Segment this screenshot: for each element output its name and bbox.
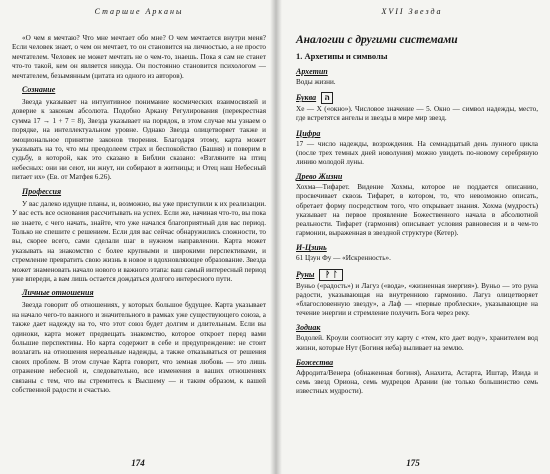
section-text-profession: У вас далеко идущие планы, и, возможно, вы уже приступили к их реализации. У вас есть все основания рассчитывать на успех. Если же, начиная что-то, вы пока не знаете, с чего начать, знайте, что уже начался благоприятный для вас период. Только не спешите с решением. Если для вас сейчас обнаружились сложности, то вы, скорее всего, сами сделали шаг в нужном направлении. Карта может указывать на знакомство с более крупными и широкими перспективами, и стремление превратить свою жизнь в новое и вдохновляющее образование. Звезда может знаменовать начало нового и важного этапа: ваш самый интересный период уже впереди, а вам лишь остается дождаться долгого интересного пути. <box>12 199 266 283</box>
section-heading-consciousness: Сознание <box>22 85 56 95</box>
entry-heading-deities <box>296 358 538 368</box>
section-text-consciousness: Звезда указывает на интуитивное понимание космических взаимосвязей и доверие к законам абсолюта. Подобно Аркану Регулирования (перекрестная сумма 17 → 1 + 7 = 8), Звезда указывает на порядок, в этом случае мы узнаем о порядке, на интеллектуальном уровне. Однако Звезда олицетворяет также и эмоциональное принятие законов творения. Благодаря этому, карта может указывать на то, что мы преодолеем страх и беспокойство (Башня) и поверим в судьбу, в которой, как это сказано в Библии сказано: «Взгляните на птиц небесных: они ни сеют, ни жнут, ни собирают в житницы; и Отец наш Небесный питает их» (Ев. от Матфея 6.26). <box>12 98 266 182</box>
running-head-right: XVII Звезда <box>381 7 443 16</box>
running-head-left: Старшие Арканы <box>94 7 184 16</box>
left-body <box>12 34 266 395</box>
hebrew-letter-he-icon: ה <box>321 92 333 104</box>
entry-heading-letter <box>296 92 538 104</box>
entry-label: И-Цзинь <box>296 243 327 253</box>
section-title: Аналогии с другими системами <box>296 34 458 46</box>
entry-label: Божества <box>296 357 334 367</box>
entry-text-number: 17 — число надежды, возрождения. На семнадцатый день лунного цикла (после трех темных дней новолуния) можно увидеть по-новому серебряную линию молодой луны. <box>296 139 538 167</box>
entry-heading-runes <box>296 269 538 281</box>
entry-text-letter: Хе — Х («окно»). Числовое значение — 5. Окно — символ надежды, место, где встретятся ангелы и звезды в мире мир звезд. <box>296 105 538 123</box>
entry-heading-number <box>296 129 538 139</box>
entry-text-i-ching: 61 Цзун Фу — «Искренность». <box>296 254 391 263</box>
sub-title: 1. Архетипы и символы <box>296 51 388 61</box>
entry-heading-archetype <box>296 67 538 77</box>
entry-heading-zodiac <box>296 323 538 333</box>
entry-label: Цифра <box>296 128 321 138</box>
entry-text-deities: Афродита/Венера (обнаженная богиня), Анахита, Астарта, Иштар, Изида и семь звезд Ориона, семь мудрецов Арании (не только большинство семь известных мудрости). <box>296 368 538 396</box>
entry-text-zodiac: Водолей. Кроули соотносит эту карту с «тем, кто дает воду», хранителем вод жизни, которые Нут (Богиня неба) выливает на землю. <box>296 334 538 352</box>
intro-paragraph: «О чем я мечтаю? Что мне мечтает обо мне? О чем мечтается внутри меня? Если человек знает, о чем он мечтает, то он становится на личностью, а не просто мечтателем. Человек не может мечтать не о чем-то, знаешь. Пока я сам не станет что-то такой, кем он является никуда. Он постоянно становится психологом — мечтателем, безымянным (цитата из одного из авторов). <box>12 34 266 80</box>
section-heading-profession: Профессия <box>22 186 62 196</box>
page-number-right: 175 <box>406 458 420 468</box>
entry-label: Древо Жизни <box>296 172 343 182</box>
entry-text-tree-of-life: Хохма—Тифарет. Видение Хохмы, которое не поддается описанию, просвечивает сквозь Тифарет, в котором, то, что невозможно описать, обретает форму посредством того, что открывает знания. Хохма (мудрость) указывает на первое проявление Божественного начала в абсолютной реальности. Тифарет (гармония) описывает условия равновесия и в чем-то гармонии, выраженная в звездной структуре (Кетер). <box>296 183 538 238</box>
section-text-relationships: Звезда говорит об отношениях, у которых большое будущее. Карта указывает на начало чего-то важного и значительного в рамках уже существующего союза, а также дает надежду на то, что этот союз будет долгим и длительным. Если вы одиноки, карта может предвещать знакомство, которое откроет перед вами большие перспективы. Но карта содержит в себе и предупреждение: не стоит возлагать на отношения нереальные надежды, а также отказываться от решения своих проблем. В этом случае Карта говорит, что земная любовь — это лишь отражение небесной и, следовательно, все изменения в ваших отношениях связаны с тем, что вы стремитесь к Высшему — и таким образом, к вашей собственной радости и счастью. <box>12 301 266 394</box>
book-gutter-shadow <box>270 0 282 474</box>
entry-label: Буква <box>296 93 317 103</box>
entry-label: Руны <box>296 269 315 279</box>
page-number-left: 174 <box>131 458 145 468</box>
entry-text-archetype: Воды жизни. <box>296 78 336 86</box>
entry-label: Зодиак <box>296 323 321 333</box>
rune-icons: ᚹ ᛚ <box>319 269 343 281</box>
section-heading-relationships: Личные отношения <box>22 288 94 298</box>
entry-text-runes: Вуньо («радость») и Лагуз («вода», «жизненная энергия»). Вуньо — это руна радости, указывающая на внутреннюю гармонию. Лагуз олицетворяет «благословенную звезду», а Лаф — «первые проблески», указывающие на течение энергии и стремление получить Бога через реку. <box>296 281 538 318</box>
entry-heading-tree-of-life <box>296 172 538 182</box>
entry-heading-i-ching <box>296 243 538 253</box>
right-page <box>276 0 550 474</box>
entry-label: Архетип <box>296 67 328 76</box>
